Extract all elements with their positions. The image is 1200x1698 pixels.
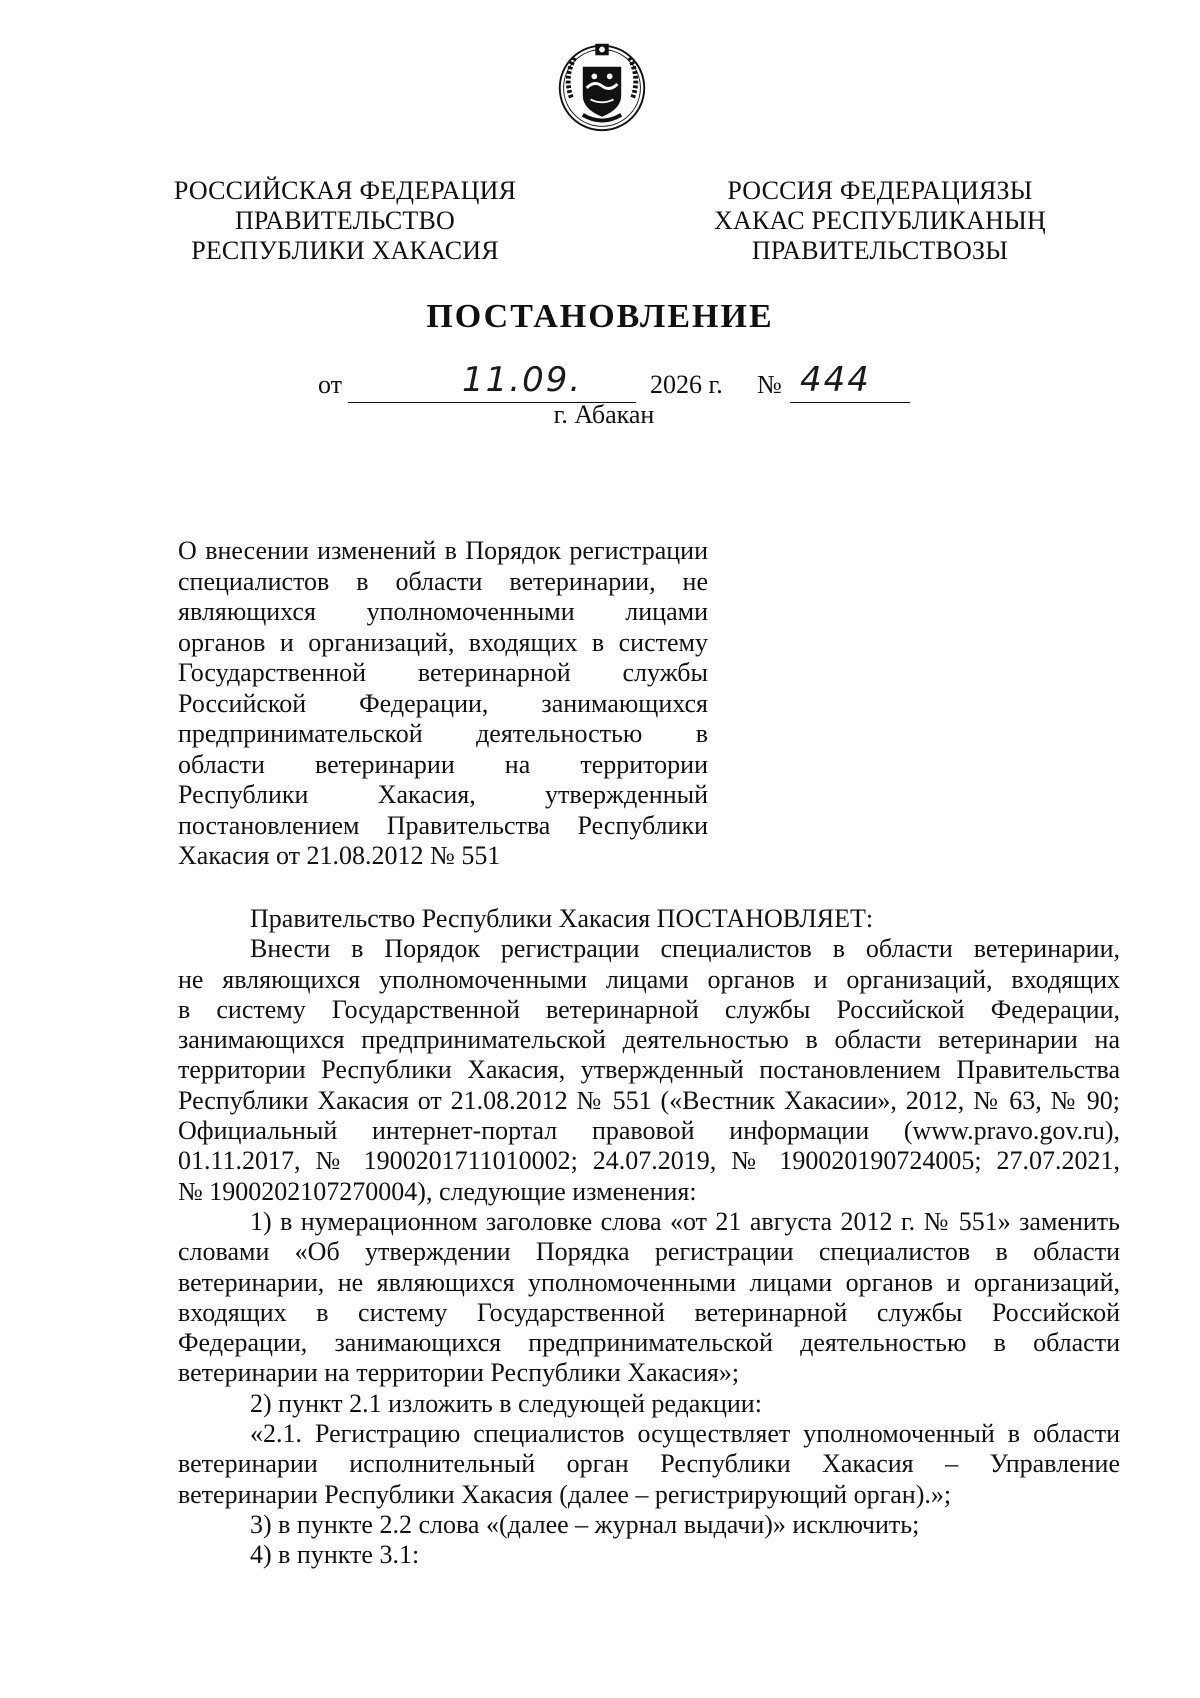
city-name: г. Абакан xyxy=(553,400,655,429)
subject-line: являющихся уполномоченными лицами xyxy=(178,597,708,626)
body-text-line: № 1900202107270004), следующие изменения: xyxy=(178,1176,697,1206)
subject-line: О внесении изменений в Порядок регистрации xyxy=(178,536,708,565)
body-text-line: 2) пункт 2.1 изложить в следующей редакции: xyxy=(250,1388,762,1418)
body-text-line: 4) в пункте 3.1: xyxy=(250,1540,420,1570)
handwritten-date: 11.09. xyxy=(462,360,583,400)
body-text-line: словами «Об утверждении Порядка регистрации специалистов в области xyxy=(178,1237,1120,1267)
body-text-line: Правительство Республики Хакасия ПОСТАНОВЛЯЕТ: xyxy=(250,904,874,933)
body-text-line: Внести в Порядок регистрации специалистов в области ветеринарии, xyxy=(250,934,1120,964)
coat-of-arms-emblem xyxy=(554,38,650,134)
body-text-line: в систему Государственной ветеринарной службы Российской Федерации, xyxy=(178,994,1120,1024)
body-text-line: ветеринарии исполнительный орган Республики Хакасия – Управление xyxy=(178,1449,1120,1479)
header-left-line: РЕСПУБЛИКИ ХАКАСИЯ xyxy=(191,236,499,265)
header-left-line: ПРАВИТЕЛЬСТВО xyxy=(234,206,456,235)
body-text-line: ветеринарии на территории Республики Хакасия»; xyxy=(178,1358,740,1388)
document-subject xyxy=(178,536,708,872)
khakassia-emblem-icon xyxy=(554,38,650,134)
header-khakas xyxy=(680,176,1080,266)
subject-line: органов и организаций, входящих в систему xyxy=(178,627,708,657)
from-label: от xyxy=(318,370,343,399)
subject-line: Государственной ветеринарной службы xyxy=(178,658,708,687)
body-text-line: ветеринарии, не являющихся уполномоченными лицами органов и организаций, xyxy=(178,1267,1120,1297)
body-text-line: входящих в систему Государственной ветеринарной службы Российской xyxy=(178,1297,1120,1327)
subject-line: специалистов в области ветеринарии, не xyxy=(178,566,708,596)
body-text-line: ветеринарии Республики Хакасия (далее – регистрирующий орган).»; xyxy=(178,1479,952,1509)
body-text-line: «2.1. Регистрацию специалистов осуществляет уполномоченный в области xyxy=(250,1419,1120,1449)
body-text-line: Официальный интернет-портал правовой информации (www.pravo.gov.ru), xyxy=(178,1116,1120,1146)
body-text-line: Республики Хакасия от 21.08.2012 № 551 («Вестник Хакасии», 2012, № 63, № 90; xyxy=(178,1085,1120,1115)
header-right-line: ПРАВИТЕЛЬСТВОЗЫ xyxy=(751,236,1009,265)
subject-line: области ветеринарии на территории xyxy=(178,749,708,779)
subject-line: предпринимательской деятельностью в xyxy=(178,719,708,748)
handwritten-number: 444 xyxy=(800,360,871,400)
subject-line: постановлением Правительства Республики xyxy=(178,810,708,840)
body-text-line: занимающихся предпринимательской деятельностью в области ветеринарии на xyxy=(178,1025,1120,1055)
body-text-line: Федерации, занимающихся предпринимательской деятельностью в области xyxy=(178,1328,1120,1358)
header-left-line: РОССИЙСКАЯ ФЕДЕРАЦИЯ xyxy=(173,176,517,205)
body-text-line: 1) в нумерационном заголовке слова «от 21 августа 2012 г. № 551» заменить xyxy=(250,1206,1120,1236)
header-right-line: РОССИЯ ФЕДЕРАЦИЯЗЫ xyxy=(727,176,1033,205)
body-text-line: 3) в пункте 2.2 слова «(далее – журнал выдачи)» исключить; xyxy=(250,1509,920,1539)
subject-line: Российской Федерации, занимающихся xyxy=(178,688,708,718)
document-type-title: ПОСТАНОВЛЕНИЕ xyxy=(426,298,774,335)
document-body xyxy=(178,904,1120,1571)
body-text-line: территории Республики Хакасия, утвержденный постановлением Правительства xyxy=(178,1055,1120,1085)
year-label: 2026 г. xyxy=(650,370,723,399)
number-label: № xyxy=(757,370,782,399)
subject-line: Хакасия от 21.08.2012 № 551 xyxy=(178,841,501,870)
body-text-line: не являющихся уполномоченными лицами органов и организаций, входящих xyxy=(178,964,1120,994)
header-right-line: ХАКАС РЕСПУБЛИКАНЫҢ xyxy=(714,206,1046,235)
body-text-line: 01.11.2017, № 1900201711010002; 24.07.2019, № 190020190724005; 27.07.2021, xyxy=(178,1146,1120,1176)
header-russian xyxy=(150,176,540,266)
subject-line: Республики Хакасия, утвержденный xyxy=(178,780,708,809)
